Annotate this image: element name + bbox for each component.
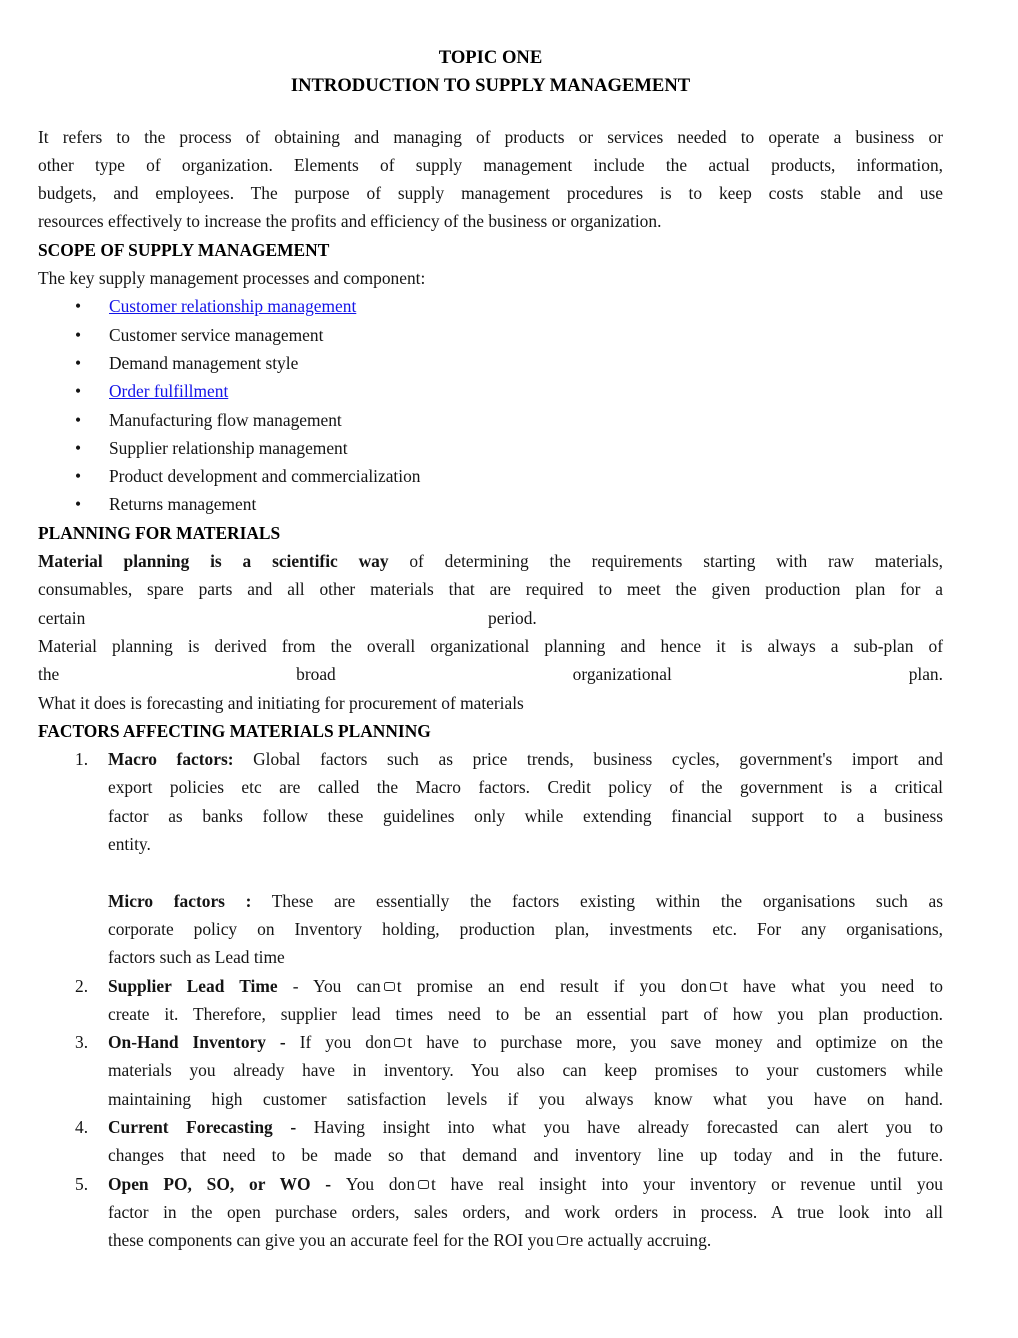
text-run: maintaining high customer satisfaction levels if you always know what you have on hand. bbox=[108, 1088, 943, 1109]
text-line bbox=[108, 1226, 943, 1254]
list-item bbox=[38, 462, 943, 490]
list-item bbox=[38, 292, 943, 320]
text-run: organizational bbox=[572, 664, 672, 685]
text-run: You don t have real insight into your inventory or revenue until you bbox=[345, 1173, 943, 1194]
text-line bbox=[108, 887, 943, 915]
text-line bbox=[108, 830, 943, 858]
section-heading: PLANNING FOR MATERIALS bbox=[38, 522, 281, 543]
text-run: factors such as Lead time bbox=[108, 947, 285, 968]
item-text bbox=[38, 1113, 943, 1170]
link-order-fulfillment[interactable]: Order fulfillment bbox=[109, 381, 229, 402]
text-run: entity. bbox=[108, 834, 151, 855]
bullet-icon: • bbox=[75, 296, 82, 317]
bold-run: Material planning is a scientific way bbox=[38, 551, 389, 572]
list-item-label: Returns management bbox=[109, 494, 257, 515]
list-item-label: Product development and commercialization bbox=[109, 466, 421, 487]
bullet-icon: • bbox=[75, 352, 82, 373]
item-text bbox=[38, 972, 943, 1029]
text-run: factor as banks follow these guidelines only while extending financial support to a business bbox=[108, 805, 943, 826]
numbered-item bbox=[38, 1170, 943, 1255]
item-number: 1. bbox=[75, 749, 89, 770]
link-customer-relationship-management[interactable]: Customer relationship management bbox=[109, 296, 357, 317]
text-run: of determining the requirements starting with raw materials, bbox=[388, 551, 943, 572]
text-line bbox=[38, 632, 943, 660]
bold-run: Micro factors : bbox=[108, 890, 252, 911]
text-run: materials you already have in inventory. You also can keep promises to your customers while bbox=[108, 1060, 943, 1081]
text-line bbox=[108, 1113, 943, 1141]
justified-word-line bbox=[38, 660, 943, 688]
text-line bbox=[38, 689, 943, 717]
bold-run: On-Hand Inventory - bbox=[108, 1032, 300, 1053]
bullet-icon: • bbox=[75, 437, 82, 458]
text-line bbox=[38, 575, 943, 603]
item-number: 5. bbox=[75, 1173, 89, 1194]
text-run: corporate policy on Inventory holding, production plan, investments etc. For any organisations, bbox=[108, 918, 943, 939]
numbered-item bbox=[38, 1028, 943, 1113]
text-line bbox=[108, 1198, 943, 1226]
list-item bbox=[38, 434, 943, 462]
text-run: Material planning is derived from the overall organizational planning and hence it is always a sub-plan of bbox=[38, 635, 943, 656]
numbered-item bbox=[38, 972, 943, 1029]
missing-glyph-icon bbox=[394, 1038, 405, 1047]
document-body bbox=[38, 101, 943, 1255]
text-run: budgets, and employees. The purpose of supply management procedures is to keep costs stable and use bbox=[38, 183, 943, 204]
doc-title-line-1: TOPIC ONE bbox=[438, 47, 543, 68]
numbered-item bbox=[38, 1113, 943, 1170]
text-run: broad bbox=[296, 664, 336, 685]
doc-title-line-2: INTRODUCTION TO SUPPLY MANAGEMENT bbox=[290, 75, 691, 97]
text-run: the bbox=[38, 664, 60, 685]
text-run: What it does is forecasting and initiating for procurement of materials bbox=[38, 692, 524, 713]
list-item bbox=[38, 349, 943, 377]
item-text bbox=[38, 887, 943, 972]
bullet-icon: • bbox=[75, 324, 82, 345]
section-heading: SCOPE OF SUPPLY MANAGEMENT bbox=[38, 239, 330, 260]
text-run: Having insight into what you have already forecasted can alert you to bbox=[313, 1116, 943, 1137]
item-number: 2. bbox=[75, 975, 89, 996]
text-line bbox=[108, 1141, 943, 1169]
list-item-label: Supplier relationship management bbox=[109, 437, 348, 458]
bullet-icon: • bbox=[75, 466, 82, 487]
bullet-icon: • bbox=[75, 409, 82, 430]
numbered-item bbox=[38, 887, 943, 972]
list-item bbox=[38, 377, 943, 405]
bold-run: Macro factors: bbox=[108, 749, 234, 770]
bullet-icon: • bbox=[75, 381, 82, 402]
text-line bbox=[38, 179, 943, 207]
missing-glyph-icon bbox=[418, 1180, 429, 1189]
text-run: these components can give you an accurate feel for the ROI you re actually accruing. bbox=[108, 1230, 712, 1251]
text-line bbox=[108, 915, 943, 943]
bold-run: Supplier Lead Time bbox=[108, 975, 278, 996]
missing-glyph-icon bbox=[384, 982, 395, 991]
text-run: consumables, spare parts and all other materials that are required to meet the given production plan for a bbox=[38, 579, 943, 600]
text-line bbox=[108, 1056, 943, 1084]
spacer bbox=[38, 858, 943, 886]
item-number: 4. bbox=[75, 1116, 89, 1137]
text-line bbox=[108, 773, 943, 801]
text-run: These are essentially the factors existing within the organisations such as bbox=[251, 890, 943, 911]
list-item-label: Demand management style bbox=[109, 352, 299, 373]
text-line bbox=[108, 972, 943, 1000]
text-run: The key supply management processes and component: bbox=[38, 268, 426, 289]
bullet-icon: • bbox=[75, 494, 82, 515]
text-line bbox=[108, 1170, 943, 1198]
spacer bbox=[38, 101, 943, 123]
item-text bbox=[38, 1170, 943, 1255]
text-line bbox=[108, 802, 943, 830]
text-run: certain bbox=[38, 607, 86, 628]
text-run: factor in the open purchase orders, sales orders, and work orders in process. A true look into all bbox=[108, 1201, 943, 1222]
text-run: other type of organization. Elements of supply management include the actual products, information, bbox=[38, 154, 943, 175]
item-text bbox=[38, 745, 943, 858]
item-number: 3. bbox=[75, 1032, 89, 1053]
text-run: create it. Therefore, supplier lead times need to be an essential part of how you plan production. bbox=[108, 1003, 943, 1024]
text-run: plan. bbox=[908, 664, 943, 685]
text-line bbox=[38, 123, 943, 151]
text-run: resources effectively to increase the profits and efficiency of the business or organization. bbox=[38, 211, 662, 232]
item-text bbox=[38, 1028, 943, 1113]
text-line bbox=[108, 745, 943, 773]
text-line bbox=[108, 1000, 943, 1028]
text-run: export policies etc are called the Macro factors. Credit policy of the government is a critical bbox=[108, 777, 943, 798]
missing-glyph-icon bbox=[557, 1236, 568, 1245]
split-text-line bbox=[38, 604, 943, 632]
text-run: - You can t promise an end result if you don t have what you need to bbox=[277, 975, 943, 996]
text-line bbox=[108, 943, 943, 971]
list-item bbox=[38, 490, 943, 518]
text-line bbox=[38, 547, 943, 575]
list-item-label: Manufacturing flow management bbox=[109, 409, 342, 430]
text-run: period. bbox=[488, 607, 537, 628]
text-run: If you don t have to purchase more, you save money and optimize on the bbox=[299, 1032, 944, 1053]
bold-run: Open PO, SO, or WO - bbox=[108, 1173, 346, 1194]
text-line bbox=[38, 151, 943, 179]
text-run: It refers to the process of obtaining and managing of products or services needed to operate a business or bbox=[38, 126, 943, 147]
missing-glyph-icon bbox=[710, 982, 721, 991]
text-run: Global factors such as price trends, business cycles, government's import and bbox=[233, 749, 944, 770]
text-line bbox=[38, 207, 943, 235]
text-line bbox=[108, 1028, 943, 1056]
list-item bbox=[38, 406, 943, 434]
text-line bbox=[108, 1085, 943, 1113]
list-item-label: Customer service management bbox=[109, 324, 324, 345]
numbered-item bbox=[38, 745, 943, 858]
list-item bbox=[38, 321, 943, 349]
text-run: changes that need to be made so that demand and inventory line up today and in the future. bbox=[108, 1145, 943, 1166]
section-heading: FACTORS AFFECTING MATERIALS PLANNING bbox=[38, 720, 431, 741]
bold-run: Current Forecasting - bbox=[108, 1116, 314, 1137]
text-line bbox=[38, 264, 943, 292]
